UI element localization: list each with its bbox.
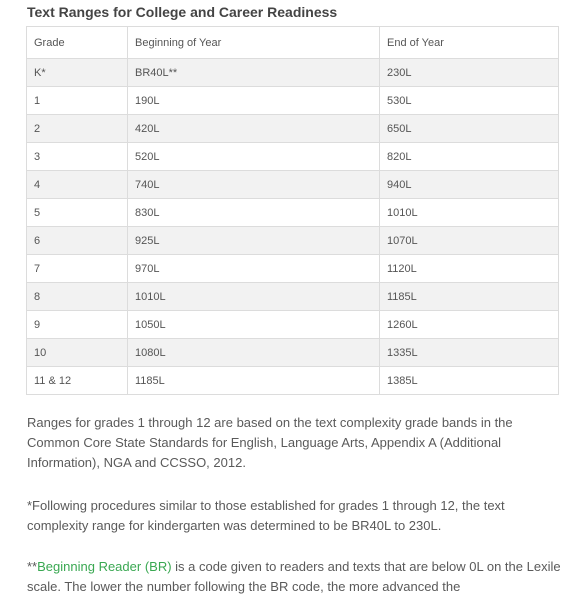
cell-beginning: 1010L bbox=[128, 283, 380, 311]
cell-beginning: 830L bbox=[128, 199, 380, 227]
cell-beginning: 1080L bbox=[128, 339, 380, 367]
table-row bbox=[27, 115, 559, 143]
beginning-reader-note-text: is a code given to readers and texts that are below 0L on the Lexile scale. The lower the number following the BR code, the more advanced the bbox=[27, 559, 561, 594]
cell-grade: 4 bbox=[27, 171, 128, 199]
cell-end: 940L bbox=[380, 171, 559, 199]
cell-end: 1185L bbox=[380, 283, 559, 311]
cell-grade: 9 bbox=[27, 311, 128, 339]
cell-beginning: BR40L** bbox=[128, 59, 380, 87]
source-note-paragraph: Ranges for grades 1 through 12 are based on the text complexity grade bands in the Common Core State Standards for English, Language Arts, Appendix A (Additional Information), NGA and CCSSO, 2012. bbox=[27, 415, 513, 470]
cell-end: 1335L bbox=[380, 339, 559, 367]
cell-grade: 11 & 12 bbox=[27, 367, 128, 395]
beginning-reader-note-paragraph bbox=[27, 557, 567, 597]
header-end-of-year: End of Year bbox=[380, 27, 559, 59]
cell-grade: 3 bbox=[27, 143, 128, 171]
cell-grade: K* bbox=[27, 59, 128, 87]
kindergarten-note-paragraph: *Following procedures similar to those established for grades 1 through 12, the text complexity range for kindergarten was determined to be BR40L to 230L. bbox=[27, 498, 505, 533]
cell-beginning: 190L bbox=[128, 87, 380, 115]
page-title: Text Ranges for College and Career Readiness bbox=[27, 4, 338, 20]
table-row bbox=[27, 143, 559, 171]
lexile-range-table bbox=[26, 26, 559, 395]
cell-beginning: 740L bbox=[128, 171, 380, 199]
cell-grade: 10 bbox=[27, 339, 128, 367]
table-row bbox=[27, 367, 559, 395]
cell-grade: 2 bbox=[27, 115, 128, 143]
cell-end: 1070L bbox=[380, 227, 559, 255]
table-row bbox=[27, 311, 559, 339]
table-row bbox=[27, 171, 559, 199]
cell-end: 1260L bbox=[380, 311, 559, 339]
cell-grade: 5 bbox=[27, 199, 128, 227]
double-asterisk: ** bbox=[27, 559, 38, 574]
table-row bbox=[27, 283, 559, 311]
table-row bbox=[27, 59, 559, 87]
table-row bbox=[27, 339, 559, 367]
cell-grade: 1 bbox=[27, 87, 128, 115]
cell-end: 1385L bbox=[380, 367, 559, 395]
table-row bbox=[27, 199, 559, 227]
cell-end: 530L bbox=[380, 87, 559, 115]
cell-beginning: 520L bbox=[128, 143, 380, 171]
cell-end: 230L bbox=[380, 59, 559, 87]
cell-end: 1120L bbox=[380, 255, 559, 283]
table-row bbox=[27, 255, 559, 283]
cell-beginning: 925L bbox=[128, 227, 380, 255]
table-row bbox=[27, 87, 559, 115]
header-beginning-of-year: Beginning of Year bbox=[128, 27, 380, 59]
cell-beginning: 1050L bbox=[128, 311, 380, 339]
cell-end: 1010L bbox=[380, 199, 559, 227]
beginning-reader-link[interactable]: Beginning Reader (BR) bbox=[37, 559, 172, 574]
cell-beginning: 1185L bbox=[128, 367, 380, 395]
header-grade: Grade bbox=[27, 27, 128, 59]
cell-beginning: 970L bbox=[128, 255, 380, 283]
cell-grade: 7 bbox=[27, 255, 128, 283]
cell-grade: 6 bbox=[27, 227, 128, 255]
cell-beginning: 420L bbox=[128, 115, 380, 143]
cell-end: 650L bbox=[380, 115, 559, 143]
table-header-row bbox=[27, 27, 559, 59]
cell-end: 820L bbox=[380, 143, 559, 171]
table-row bbox=[27, 227, 559, 255]
cell-grade: 8 bbox=[27, 283, 128, 311]
